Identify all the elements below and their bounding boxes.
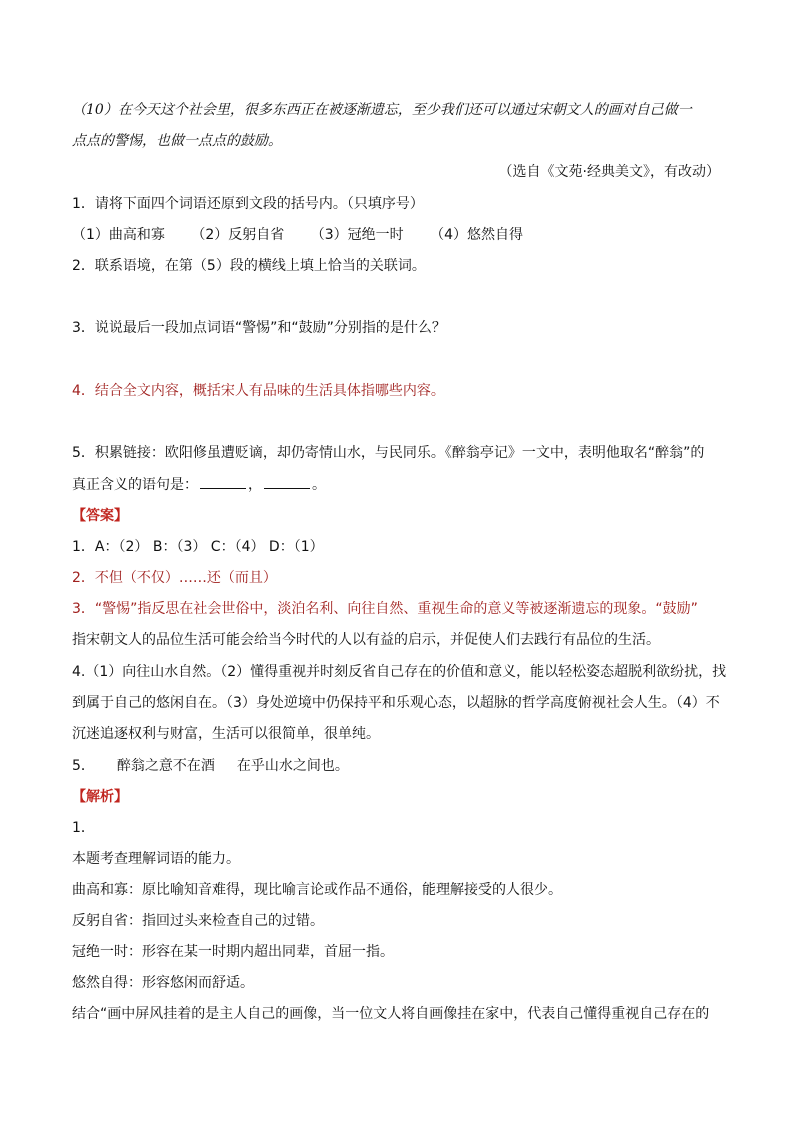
answer-blank-2[interactable] [264, 474, 310, 489]
analysis-term-3: 冠绝一时：形容在某一时期内超出同辈，首屈一指。 [72, 944, 394, 960]
answer-heading: 【答案】 [72, 508, 128, 524]
question-1: 1．请将下面四个词语还原到文段的括号内。（只填序号） [72, 196, 424, 212]
analysis-last-line: 结合“画中屏风挂着的是主人自己的画像，当一位文人将自画像挂在家中，代表自己懂得重视自己存在的 [72, 1006, 710, 1022]
question-4: 4．结合全文内容，概括宋人有品味的生活具体指哪些内容。 [72, 383, 445, 399]
answer-3-line-1: 3．“警惕”指反思在社会世俗中，淡泊名利、向往自然、重视生命的意义等被逐渐遗忘的现象。“鼓励” [72, 601, 698, 617]
question-3: 3．说说最后一段加点词语“警惕”和“鼓励”分别指的是什么？ [72, 320, 446, 336]
analysis-intro: 本题考查理解词语的能力。 [72, 851, 240, 867]
analysis-number: 1． [72, 820, 95, 836]
analysis-term-1: 曲高和寡：原比喻知音难得，现比喻言论或作品不通俗，能理解接受的人很少。 [72, 882, 562, 898]
option-4: （4）悠然自得 [430, 227, 524, 243]
question-2: 2．联系语境，在第（5）段的横线上填上恰当的关联词。 [72, 258, 426, 274]
question-5-line-1: 5．积累链接：欧阳修虽遭贬谪，却仍寄情山水，与民同乐。《醉翁亭记》一文中，表明他取名“醉翁”的 [72, 445, 705, 461]
option-2: （2）反躬自省 [191, 227, 285, 243]
passage-paragraph-10-line-2: 点点的警惕，也做一点点的鼓励。 [72, 133, 282, 149]
q5-comma: ， [248, 477, 262, 493]
passage-paragraph-10-line-1: （10）在今天这个社会里，很多东西正在被逐渐遗忘，至少我们还可以通过宋朝文人的画对自己做一 [72, 102, 692, 118]
answer-5-number: 5． [72, 758, 95, 774]
q5-prompt-text: 真正含义的语句是： [72, 477, 198, 493]
passage-source: （选自《文苑·经典美文》，有改动） [498, 164, 720, 180]
answer-5-part-1: 醉翁之意不在酒 [116, 758, 215, 774]
answer-4-line-2: 到属于自己的悠闲自在。（3）身处逆境中仍保持平和乐观心态，以超脉的哲学高度俯视社会人生。（4）不 [72, 695, 720, 711]
question-1-options [72, 225, 722, 245]
answer-4-line-1: 4.（1）向往山水自然。（2）懂得重视并时刻反省自己存在的价值和意义，能以轻松姿态超脱利欲纷扰，找 [72, 664, 727, 680]
answer-blank-1[interactable] [200, 474, 246, 489]
question-5-line-2 [72, 474, 722, 495]
answer-5 [72, 756, 722, 776]
option-1: （1）曲高和寡 [72, 227, 165, 243]
option-3: （3）冠绝一时 [310, 227, 404, 243]
answer-3-line-2: 指宋朝文人的品位生活可能会给当今时代的人以有益的启示，并促使人们去践行有品位的生活。 [72, 632, 660, 648]
answer-2: 2．不但（不仅）……还（而且） [72, 570, 277, 586]
answer-5-part-2: 在乎山水之间也。 [236, 758, 349, 774]
analysis-heading: 【解析】 [72, 789, 128, 805]
q5-period: 。 [312, 477, 326, 493]
analysis-term-4: 悠然自得：形容悠闲而舒适。 [72, 975, 254, 991]
analysis-term-2: 反躬自省：指回过头来检查自己的过错。 [72, 913, 324, 929]
answer-1: 1．A：（2） B：（3） C：（4） D：（1） [72, 539, 324, 555]
answer-4-line-3: 沉迷追逐权利与财富，生活可以很简单，很单纯。 [72, 726, 380, 742]
